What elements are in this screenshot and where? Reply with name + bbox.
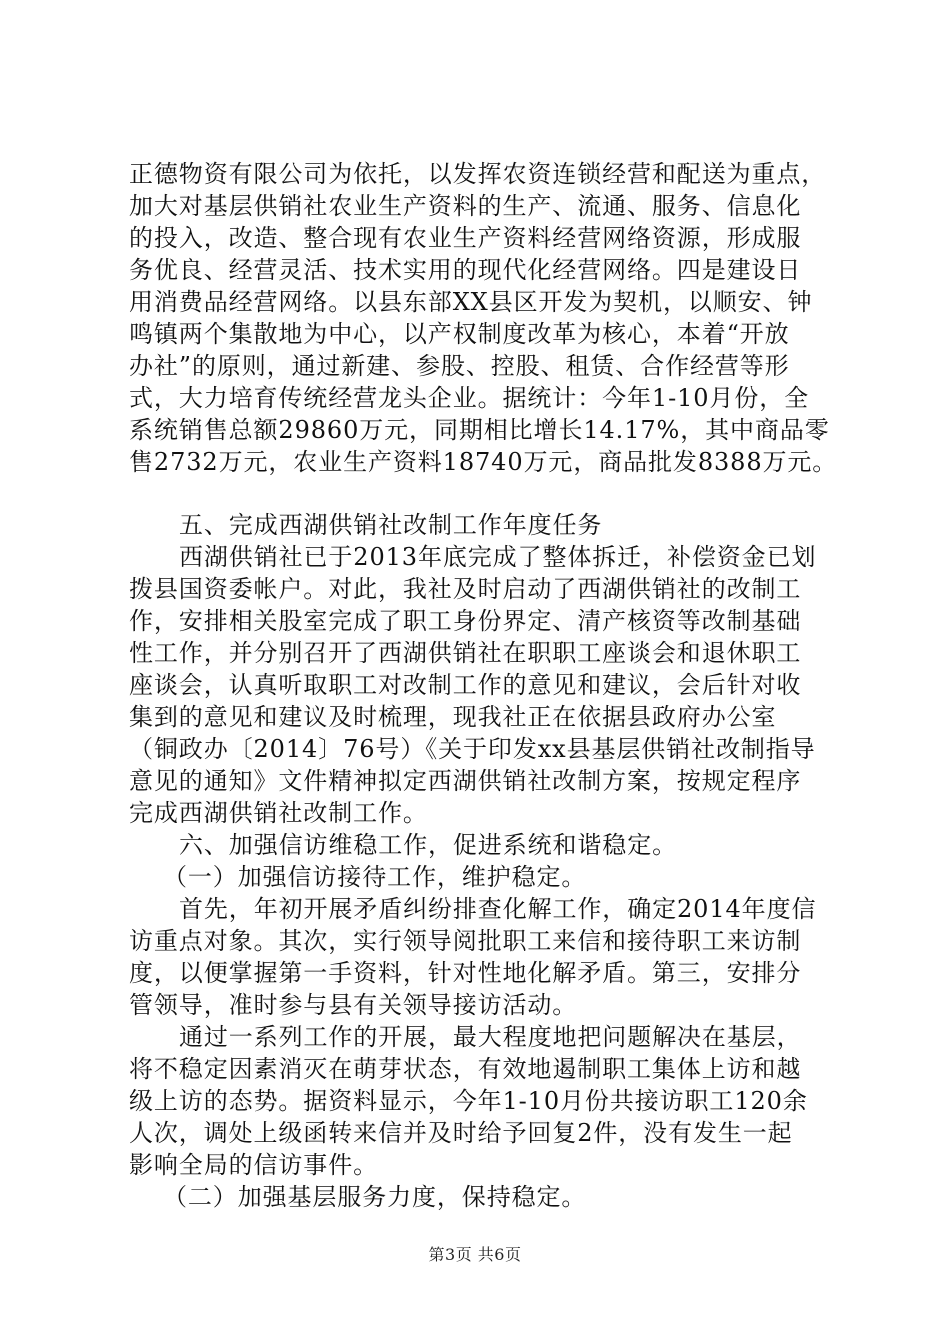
text-line: 完成西湖供销社改制工作。 [129, 799, 428, 827]
text-line: 通过一系列工作的开展，最大程度地把问题解决在基层， [179, 1023, 802, 1051]
text-line: 正德物资有限公司为依托，以发挥农资连锁经营和配送为重点， [129, 160, 827, 188]
section-5-heading: 五、完成西湖供销社改制工作年度任务 [179, 511, 603, 539]
text-line: 管领导，准时参与县有关领导接访活动。 [129, 991, 578, 1019]
text-line: 式，大力培育传统经营龙头企业。据统计：今年1-10月份，全 [129, 384, 810, 412]
text-line: 意见的通知》文件精神拟定西湖供销社改制方案，按规定程序 [129, 767, 802, 795]
document-body [129, 158, 838, 1213]
section-4-continuation [129, 158, 838, 478]
text-line: 人次，调处上级函转来信并及时给予回复2件，没有发生一起 [129, 1119, 793, 1147]
text-line: 级上访的态势。据资料显示，今年1-10月份共接访职工120余 [129, 1087, 808, 1115]
text-line: 用消费品经营网络。以县东部XX县区开发为契机，以顺安、钟 [129, 288, 813, 316]
text-line: 影响全局的信访事件。 [129, 1151, 378, 1179]
text-line: 度，以便掌握第一手资料，针对性地化解矛盾。第三，安排分 [129, 959, 802, 987]
subsection-2-heading: （二）加强基层服务力度，保持稳定。 [163, 1183, 587, 1211]
text-line: 将不稳定因素消灭在萌芽状态，有效地遏制职工集体上访和越 [129, 1055, 802, 1083]
paragraph-gap [129, 478, 829, 509]
text-line: 座谈会，认真听取职工对改制工作的意见和建议，会后针对收 [129, 671, 802, 699]
text-line: 鸣镇两个集散地为中心，以产权制度改革为核心，本着“开放 [129, 320, 790, 348]
text-line: 访重点对象。其次，实行领导阅批职工来信和接待职工来访制 [129, 927, 802, 955]
text-line: 办社”的原则，通过新建、参股、控股、租赁、合作经营等形 [129, 352, 790, 380]
text-line: 的投入，改造、整合现有农业生产资料经营网络资源，形成服 [129, 224, 802, 252]
text-line: 务优良、经营灵活、技术实用的现代化经营网络。四是建设日 [129, 256, 802, 284]
text-line: 性工作，并分别召开了西湖供销社在职职工座谈会和退休职工 [129, 639, 802, 667]
subsection-1-paragraph-2 [129, 1021, 829, 1181]
section-5-paragraph [129, 541, 829, 829]
section-6-heading: 六、加强信访维稳工作，促进系统和谐稳定。 [179, 831, 677, 859]
subsection-1-heading: （一）加强信访接待工作，维护稳定。 [163, 863, 587, 891]
text-line: 集到的意见和建议及时梳理，现我社正在依据县政府办公室 [129, 703, 777, 731]
text-line: 首先，年初开展矛盾纠纷排查化解工作，确定2014年度信 [179, 895, 817, 923]
text-line: 加大对基层供销社农业生产资料的生产、流通、服务、信息化 [129, 192, 802, 220]
text-line: 售2732万元，农业生产资料18740万元，商品批发8388万元。 [129, 448, 838, 476]
subsection-1-paragraph-1 [129, 893, 829, 1021]
text-line: （铜政办〔2014〕76号）《关于印发xx县基层供销社改制指导 [129, 735, 816, 763]
page-footer: 第3页 共6页 [428, 1245, 522, 1264]
text-line: 作，安排相关股室完成了职工身份界定、清产核资等改制基础 [129, 607, 802, 635]
text-line: 拨县国资委帐户。对此，我社及时启动了西湖供销社的改制工 [129, 575, 802, 603]
text-line: 系统销售总额29860万元，同期相比增长14.17%，其中商品零 [129, 416, 830, 444]
text-line: 西湖供销社已于2013年底完成了整体拆迁，补偿资金已划 [179, 543, 817, 571]
